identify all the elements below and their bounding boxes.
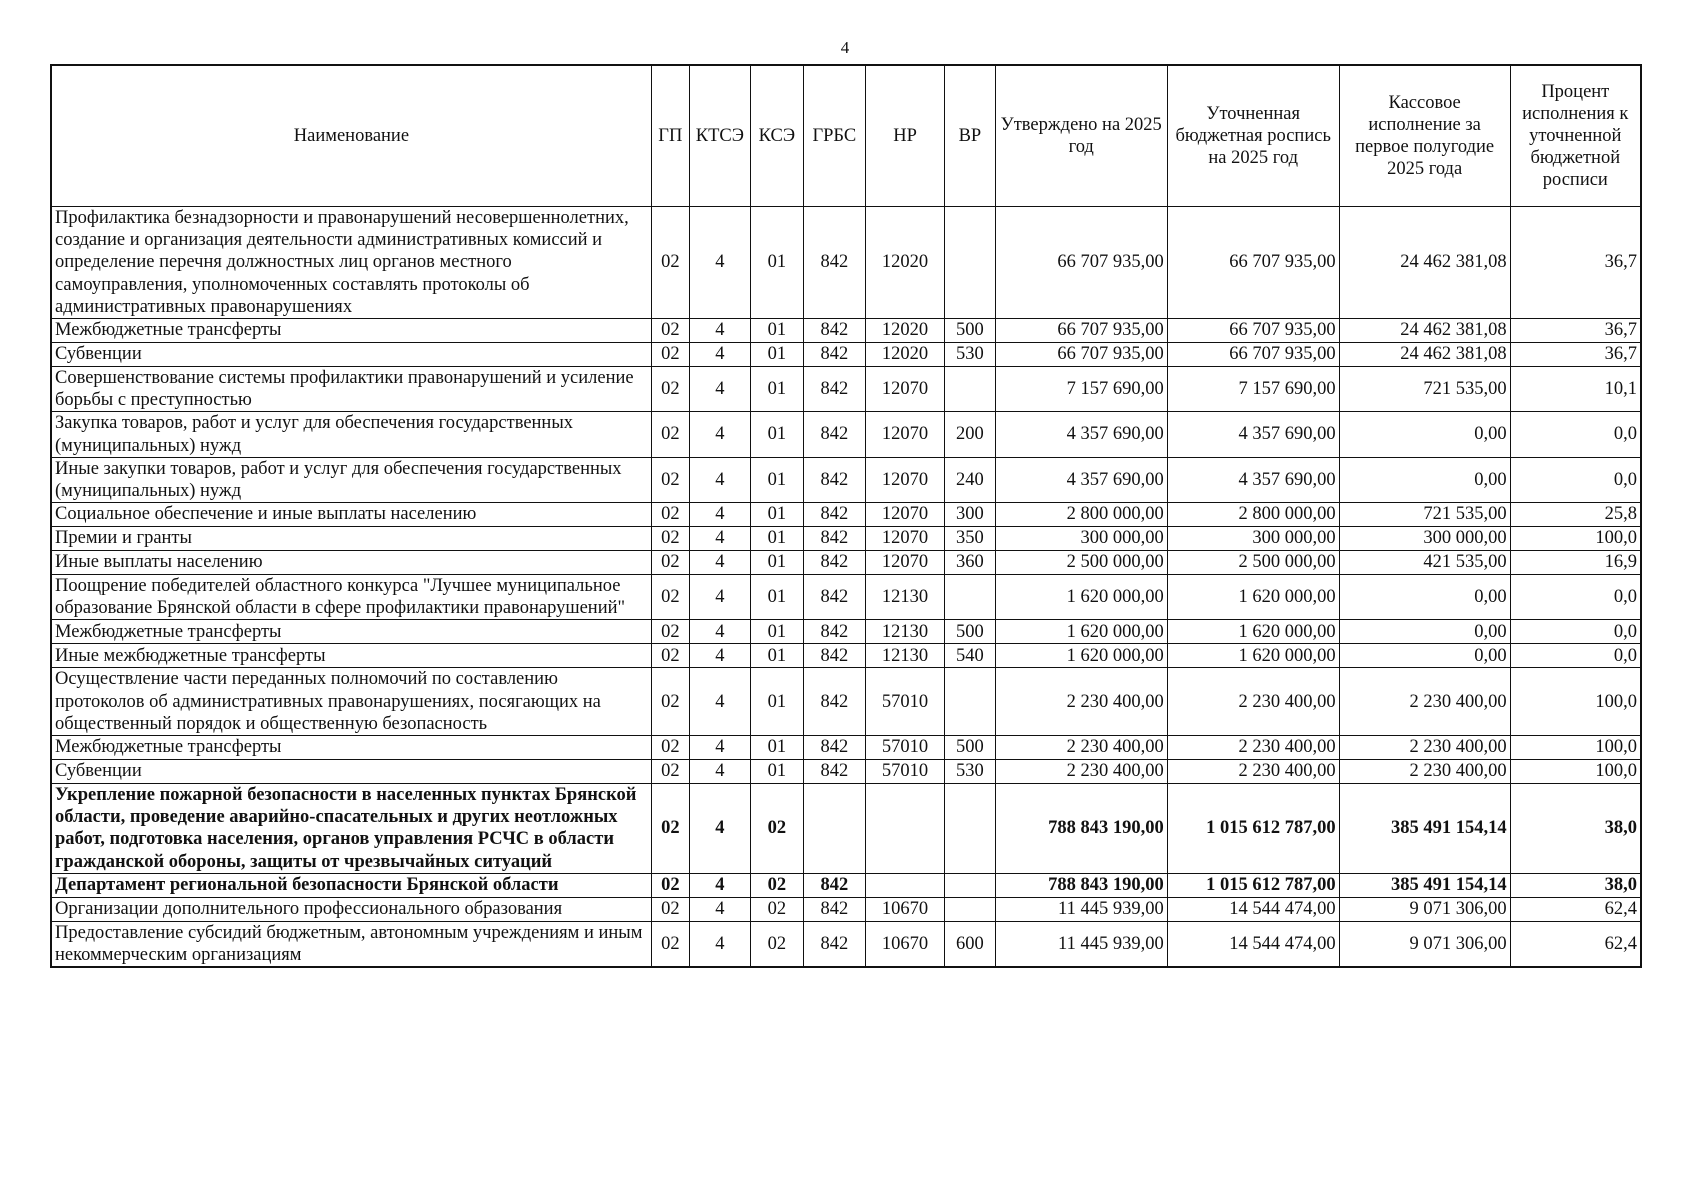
cell-cash: 0,00 [1339, 644, 1510, 668]
cell-vr [945, 207, 996, 319]
cell-ktse: 4 [689, 318, 750, 342]
table-row [51, 921, 1641, 967]
cell-grbs: 842 [803, 412, 865, 457]
cell-vr [945, 873, 996, 897]
cell-gp: 02 [651, 873, 689, 897]
cell-gp: 02 [651, 457, 689, 502]
table-row [51, 207, 1641, 319]
cell-approved: 300 000,00 [995, 527, 1167, 551]
cell-approved: 11 445 939,00 [995, 897, 1167, 921]
cell-ktse: 4 [689, 457, 750, 502]
cell-approved: 788 843 190,00 [995, 784, 1167, 874]
cell-ktse: 4 [689, 575, 750, 620]
cell-grbs [803, 784, 865, 874]
cell-grbs: 842 [803, 207, 865, 319]
cell-approved: 788 843 190,00 [995, 873, 1167, 897]
table-row [51, 575, 1641, 620]
cell-approved: 11 445 939,00 [995, 921, 1167, 967]
cell-grbs: 842 [803, 575, 865, 620]
cell-name: Межбюджетные трансферты [51, 736, 651, 760]
cell-kse: 01 [750, 551, 803, 575]
cell-kse: 01 [750, 736, 803, 760]
table-row [51, 668, 1641, 736]
page-number: 4 [840, 38, 850, 57]
cell-kse: 01 [750, 620, 803, 644]
cell-name: Премии и гранты [51, 527, 651, 551]
cell-percent: 0,0 [1510, 644, 1641, 668]
cell-cash: 0,00 [1339, 412, 1510, 457]
cell-gp: 02 [651, 644, 689, 668]
cell-revised: 66 707 935,00 [1167, 207, 1339, 319]
cell-kse: 02 [750, 784, 803, 874]
cell-kse: 01 [750, 527, 803, 551]
cell-nr: 57010 [865, 668, 944, 736]
cell-approved: 7 157 690,00 [995, 366, 1167, 411]
cell-revised: 66 707 935,00 [1167, 318, 1339, 342]
cell-approved: 66 707 935,00 [995, 318, 1167, 342]
cell-grbs: 842 [803, 668, 865, 736]
budget-table [50, 64, 1642, 968]
cell-vr: 350 [945, 527, 996, 551]
cell-revised: 4 357 690,00 [1167, 457, 1339, 502]
cell-approved: 4 357 690,00 [995, 412, 1167, 457]
cell-nr [865, 784, 944, 874]
cell-vr: 200 [945, 412, 996, 457]
cell-cash: 9 071 306,00 [1339, 921, 1510, 967]
cell-gp: 02 [651, 503, 689, 527]
cell-cash: 2 230 400,00 [1339, 760, 1510, 784]
cell-grbs: 842 [803, 644, 865, 668]
cell-gp: 02 [651, 736, 689, 760]
cell-gp: 02 [651, 318, 689, 342]
cell-kse: 01 [750, 342, 803, 366]
cell-ktse: 4 [689, 342, 750, 366]
cell-revised: 2 800 000,00 [1167, 503, 1339, 527]
cell-gp: 02 [651, 412, 689, 457]
cell-percent: 0,0 [1510, 457, 1641, 502]
cell-percent: 62,4 [1510, 897, 1641, 921]
cell-cash: 0,00 [1339, 620, 1510, 644]
cell-percent: 100,0 [1510, 527, 1641, 551]
header-cash: Кассовое исполнение за первое полугодие 2025 года [1339, 65, 1510, 207]
cell-percent: 10,1 [1510, 366, 1641, 411]
cell-vr: 530 [945, 342, 996, 366]
table-row [51, 503, 1641, 527]
cell-nr: 12070 [865, 366, 944, 411]
cell-nr: 57010 [865, 736, 944, 760]
cell-vr [945, 668, 996, 736]
cell-name: Иные закупки товаров, работ и услуг для обеспечения государственных (муниципальных) нужд [51, 457, 651, 502]
cell-revised: 14 544 474,00 [1167, 921, 1339, 967]
cell-approved: 66 707 935,00 [995, 342, 1167, 366]
cell-ktse: 4 [689, 207, 750, 319]
cell-approved: 2 230 400,00 [995, 668, 1167, 736]
cell-cash: 0,00 [1339, 575, 1510, 620]
header-ktse: КТСЭ [689, 65, 750, 207]
cell-ktse: 4 [689, 921, 750, 967]
cell-ktse: 4 [689, 736, 750, 760]
cell-cash: 2 230 400,00 [1339, 736, 1510, 760]
cell-cash: 2 230 400,00 [1339, 668, 1510, 736]
cell-percent: 100,0 [1510, 736, 1641, 760]
cell-nr: 10670 [865, 897, 944, 921]
cell-gp: 02 [651, 897, 689, 921]
cell-name: Организации дополнительного профессионального образования [51, 897, 651, 921]
cell-gp: 02 [651, 527, 689, 551]
cell-kse: 01 [750, 457, 803, 502]
header-grbs: ГРБС [803, 65, 865, 207]
cell-revised: 2 500 000,00 [1167, 551, 1339, 575]
cell-name: Иные выплаты населению [51, 551, 651, 575]
cell-vr [945, 366, 996, 411]
cell-kse: 01 [750, 207, 803, 319]
cell-cash: 385 491 154,14 [1339, 873, 1510, 897]
header-gp: ГП [651, 65, 689, 207]
cell-percent: 36,7 [1510, 342, 1641, 366]
cell-name: Иные межбюджетные трансферты [51, 644, 651, 668]
cell-cash: 24 462 381,08 [1339, 318, 1510, 342]
cell-grbs: 842 [803, 366, 865, 411]
cell-vr: 300 [945, 503, 996, 527]
cell-grbs: 842 [803, 527, 865, 551]
cell-ktse: 4 [689, 551, 750, 575]
cell-vr: 540 [945, 644, 996, 668]
cell-vr [945, 897, 996, 921]
cell-vr: 500 [945, 736, 996, 760]
cell-cash: 721 535,00 [1339, 366, 1510, 411]
cell-ktse: 4 [689, 897, 750, 921]
cell-revised: 1 015 612 787,00 [1167, 784, 1339, 874]
cell-percent: 38,0 [1510, 873, 1641, 897]
table-header-row [51, 65, 1641, 207]
cell-name: Социальное обеспечение и иные выплаты населению [51, 503, 651, 527]
cell-percent: 38,0 [1510, 784, 1641, 874]
cell-name: Субвенции [51, 342, 651, 366]
cell-nr [865, 873, 944, 897]
cell-nr: 10670 [865, 921, 944, 967]
cell-grbs: 842 [803, 736, 865, 760]
cell-nr: 12130 [865, 620, 944, 644]
cell-grbs: 842 [803, 503, 865, 527]
cell-ktse: 4 [689, 527, 750, 551]
cell-name: Межбюджетные трансферты [51, 318, 651, 342]
header-revised: Уточненная бюджетная роспись на 2025 год [1167, 65, 1339, 207]
header-name: Наименование [51, 65, 651, 207]
cell-vr: 530 [945, 760, 996, 784]
cell-revised: 2 230 400,00 [1167, 736, 1339, 760]
cell-approved: 1 620 000,00 [995, 620, 1167, 644]
cell-gp: 02 [651, 551, 689, 575]
cell-gp: 02 [651, 366, 689, 411]
cell-nr: 12130 [865, 644, 944, 668]
cell-kse: 01 [750, 503, 803, 527]
cell-kse: 02 [750, 897, 803, 921]
cell-approved: 66 707 935,00 [995, 207, 1167, 319]
cell-revised: 66 707 935,00 [1167, 342, 1339, 366]
cell-ktse: 4 [689, 668, 750, 736]
cell-grbs: 842 [803, 457, 865, 502]
cell-gp: 02 [651, 620, 689, 644]
cell-percent: 100,0 [1510, 760, 1641, 784]
cell-revised: 14 544 474,00 [1167, 897, 1339, 921]
cell-percent: 0,0 [1510, 575, 1641, 620]
cell-vr: 600 [945, 921, 996, 967]
cell-revised: 2 230 400,00 [1167, 668, 1339, 736]
cell-ktse: 4 [689, 784, 750, 874]
cell-cash: 721 535,00 [1339, 503, 1510, 527]
cell-kse: 01 [750, 644, 803, 668]
cell-approved: 1 620 000,00 [995, 575, 1167, 620]
cell-revised: 1 620 000,00 [1167, 620, 1339, 644]
table-row [51, 551, 1641, 575]
table-row [51, 366, 1641, 411]
cell-ktse: 4 [689, 366, 750, 411]
cell-revised: 2 230 400,00 [1167, 760, 1339, 784]
cell-revised: 4 357 690,00 [1167, 412, 1339, 457]
cell-nr: 12070 [865, 412, 944, 457]
cell-grbs: 842 [803, 318, 865, 342]
cell-nr: 12070 [865, 527, 944, 551]
table-row [51, 736, 1641, 760]
cell-vr [945, 784, 996, 874]
cell-gp: 02 [651, 342, 689, 366]
cell-grbs: 842 [803, 342, 865, 366]
cell-nr: 57010 [865, 760, 944, 784]
cell-name: Поощрение победителей областного конкурса "Лучшее муниципальное образование Брянской области в сфере профилактики правонарушений" [51, 575, 651, 620]
cell-kse: 01 [750, 760, 803, 784]
cell-name: Закупка товаров, работ и услуг для обеспечения государственных (муниципальных) нужд [51, 412, 651, 457]
cell-revised: 7 157 690,00 [1167, 366, 1339, 411]
cell-kse: 01 [750, 318, 803, 342]
cell-percent: 36,7 [1510, 318, 1641, 342]
cell-kse: 01 [750, 668, 803, 736]
cell-ktse: 4 [689, 620, 750, 644]
cell-gp: 02 [651, 921, 689, 967]
cell-ktse: 4 [689, 503, 750, 527]
cell-name: Предоставление субсидий бюджетным, автономным учреждениям и иным некоммерческим организациям [51, 921, 651, 967]
cell-gp: 02 [651, 784, 689, 874]
cell-percent: 100,0 [1510, 668, 1641, 736]
cell-gp: 02 [651, 207, 689, 319]
cell-kse: 02 [750, 921, 803, 967]
table-row [51, 897, 1641, 921]
cell-approved: 2 500 000,00 [995, 551, 1167, 575]
cell-cash: 421 535,00 [1339, 551, 1510, 575]
cell-kse: 02 [750, 873, 803, 897]
cell-name: Осуществление части переданных полномочий по составлению протоколов об административных правонарушениях, посягающих на общественный порядок и общественную безопасность [51, 668, 651, 736]
cell-name: Укрепление пожарной безопасности в населенных пунктах Брянской области, проведение аварийно-спасательных и других неотложных работ, подготовка населения, органов управления РСЧС в области гражданской обороны, защиты от чрезвычайных ситуаций [51, 784, 651, 874]
cell-grbs: 842 [803, 921, 865, 967]
cell-revised: 300 000,00 [1167, 527, 1339, 551]
cell-grbs: 842 [803, 897, 865, 921]
cell-vr: 360 [945, 551, 996, 575]
cell-gp: 02 [651, 575, 689, 620]
cell-percent: 62,4 [1510, 921, 1641, 967]
cell-cash: 9 071 306,00 [1339, 897, 1510, 921]
cell-name: Совершенствование системы профилактики правонарушений и усиление борьбы с преступностью [51, 366, 651, 411]
cell-name: Межбюджетные трансферты [51, 620, 651, 644]
table-row [51, 412, 1641, 457]
cell-revised: 1 015 612 787,00 [1167, 873, 1339, 897]
cell-ktse: 4 [689, 412, 750, 457]
table-row [51, 760, 1641, 784]
cell-approved: 2 800 000,00 [995, 503, 1167, 527]
cell-grbs: 842 [803, 551, 865, 575]
table-row [51, 873, 1641, 897]
cell-revised: 1 620 000,00 [1167, 575, 1339, 620]
cell-grbs: 842 [803, 873, 865, 897]
cell-nr: 12070 [865, 457, 944, 502]
cell-nr: 12130 [865, 575, 944, 620]
cell-grbs: 842 [803, 620, 865, 644]
cell-vr: 500 [945, 318, 996, 342]
cell-nr: 12070 [865, 551, 944, 575]
cell-cash: 24 462 381,08 [1339, 342, 1510, 366]
header-vr: ВР [945, 65, 996, 207]
table-row [51, 342, 1641, 366]
cell-approved: 2 230 400,00 [995, 736, 1167, 760]
table-row [51, 527, 1641, 551]
cell-percent: 36,7 [1510, 207, 1641, 319]
cell-approved: 2 230 400,00 [995, 760, 1167, 784]
cell-vr: 500 [945, 620, 996, 644]
cell-percent: 16,9 [1510, 551, 1641, 575]
cell-kse: 01 [750, 366, 803, 411]
cell-name: Профилактика безнадзорности и правонарушений несовершеннолетних, создание и организация деятельности административных комиссий и определение перечня должностных лиц органов местного самоуправления, уполномоченных составлять протоколы об административных правонарушениях [51, 207, 651, 319]
header-kse: КСЭ [750, 65, 803, 207]
cell-grbs: 842 [803, 760, 865, 784]
header-nr: НР [865, 65, 944, 207]
cell-percent: 0,0 [1510, 412, 1641, 457]
cell-cash: 300 000,00 [1339, 527, 1510, 551]
table-row [51, 784, 1641, 874]
cell-gp: 02 [651, 668, 689, 736]
header-percent: Процент исполнения к уточненной бюджетной росписи [1510, 65, 1641, 207]
cell-revised: 1 620 000,00 [1167, 644, 1339, 668]
cell-nr: 12020 [865, 342, 944, 366]
cell-percent: 25,8 [1510, 503, 1641, 527]
cell-name: Департамент региональной безопасности Брянской области [51, 873, 651, 897]
cell-kse: 01 [750, 412, 803, 457]
cell-approved: 4 357 690,00 [995, 457, 1167, 502]
cell-approved: 1 620 000,00 [995, 644, 1167, 668]
table-row [51, 644, 1641, 668]
table-body [51, 207, 1641, 968]
cell-vr [945, 575, 996, 620]
cell-kse: 01 [750, 575, 803, 620]
cell-ktse: 4 [689, 760, 750, 784]
cell-percent: 0,0 [1510, 620, 1641, 644]
cell-cash: 24 462 381,08 [1339, 207, 1510, 319]
table-row [51, 620, 1641, 644]
cell-nr: 12070 [865, 503, 944, 527]
table-row [51, 457, 1641, 502]
cell-cash: 385 491 154,14 [1339, 784, 1510, 874]
cell-name: Субвенции [51, 760, 651, 784]
table-row [51, 318, 1641, 342]
cell-nr: 12020 [865, 318, 944, 342]
cell-vr: 240 [945, 457, 996, 502]
cell-cash: 0,00 [1339, 457, 1510, 502]
cell-ktse: 4 [689, 873, 750, 897]
header-approved: Утверждено на 2025 год [995, 65, 1167, 207]
cell-gp: 02 [651, 760, 689, 784]
cell-nr: 12020 [865, 207, 944, 319]
cell-ktse: 4 [689, 644, 750, 668]
